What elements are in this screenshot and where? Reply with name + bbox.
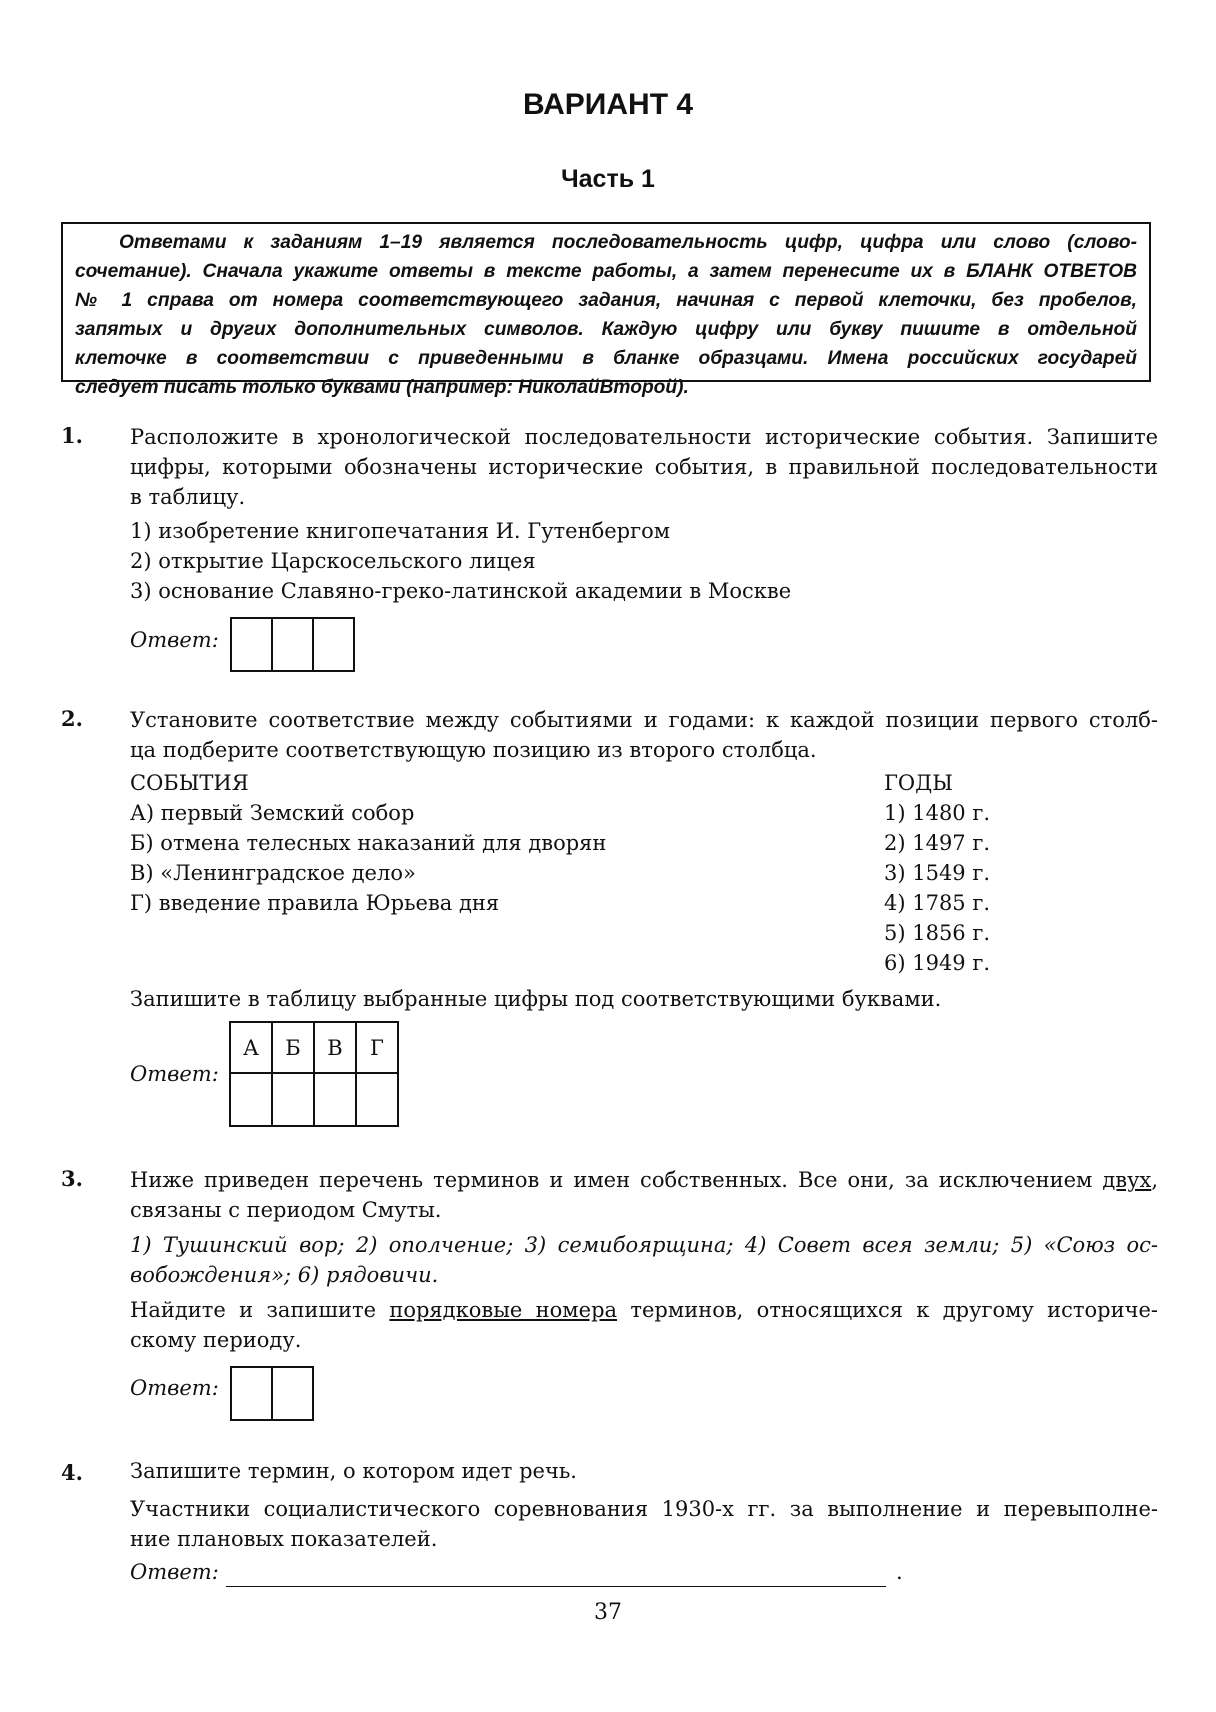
q3-text-part: , bbox=[1151, 1168, 1158, 1192]
year-item: 5) 1856 г. bbox=[884, 921, 991, 945]
answer-header-cell: В bbox=[314, 1022, 356, 1073]
year-item: 4) 1785 г. bbox=[884, 891, 991, 915]
q3-task-part: терминов, относящихся к другому историче- bbox=[617, 1298, 1159, 1322]
year-item: 1) 1480 г. bbox=[884, 801, 991, 825]
q4-answer-line[interactable] bbox=[226, 1562, 886, 1587]
event-item: Б) отмена телесных наказаний для дворян bbox=[130, 831, 607, 855]
answer-header-cell: А bbox=[230, 1022, 272, 1073]
q1-answer-cells[interactable] bbox=[232, 617, 355, 672]
q3-text-part: Ниже приведен перечень терминов и имен собственных. Все они, за исключением bbox=[130, 1168, 1103, 1192]
q3-answer-cells[interactable] bbox=[232, 1366, 314, 1421]
page-number: 37 bbox=[594, 1600, 622, 1625]
q2-text bbox=[130, 705, 1158, 765]
event-item: А) первый Земский собор bbox=[130, 801, 415, 825]
q4-description-line: ние плановых показателей. bbox=[130, 1527, 438, 1551]
q3-task-line: скому периоду. bbox=[130, 1328, 302, 1352]
q3-underlined-word: двух bbox=[1102, 1168, 1152, 1192]
year-item: 2) 1497 г. bbox=[884, 831, 991, 855]
events-header: СОБЫТИЯ bbox=[130, 771, 249, 795]
q2-answer-table bbox=[229, 1021, 399, 1127]
answer-cell[interactable] bbox=[271, 1366, 314, 1421]
q3-task-line bbox=[130, 1295, 1158, 1325]
answer-cell[interactable] bbox=[272, 1073, 314, 1126]
answer-cell[interactable] bbox=[312, 617, 355, 672]
instructions-box bbox=[61, 222, 1151, 398]
instructions-line: № 1 справа от номера соответствующего задания, начиная с первой клеточки, без пробелов, bbox=[75, 290, 1137, 311]
q2-text-line: Установите соответствие между событиями и годами: к каждой позиции первого столб- bbox=[130, 708, 1158, 732]
answer-cell[interactable] bbox=[230, 1366, 273, 1421]
variant-title: ВАРИАНТ 4 bbox=[522, 88, 694, 121]
q3-number: 3. bbox=[61, 1166, 83, 1191]
instructions-line: следует писать только буквами (например: НиколайВторой). bbox=[75, 377, 689, 398]
q3-term-line: вобождения»; 6) рядовичи. bbox=[130, 1263, 439, 1287]
q1-item: 1) изобретение книгопечатания И. Гутенбергом bbox=[130, 519, 671, 543]
q3-text bbox=[130, 1165, 1158, 1225]
q3-underlined-phrase: порядковые номера bbox=[389, 1298, 618, 1322]
years-header: ГОДЫ bbox=[884, 771, 953, 795]
answer-cell[interactable] bbox=[314, 1073, 356, 1126]
answer-cell[interactable] bbox=[271, 617, 314, 672]
q4-text: Запишите термин, о котором идет речь. bbox=[130, 1459, 577, 1483]
q4-number: 4. bbox=[61, 1460, 83, 1485]
year-item: 6) 1949 г. bbox=[884, 951, 991, 975]
event-item: В) «Ленинградское дело» bbox=[130, 861, 416, 885]
q1-text-line: цифры, которыми обозначены исторические события, в правильной последовательности bbox=[130, 455, 1158, 479]
q2-number: 2. bbox=[61, 706, 83, 731]
q2-text-line: ца подберите соответствующую позицию из второго столбца. bbox=[130, 738, 817, 762]
q3-text-line: связаны с периодом Смуты. bbox=[130, 1198, 442, 1222]
q4-description-line: Участники социалистического соревнования 1930-х гг. за выполнение и перевыполне- bbox=[130, 1497, 1158, 1521]
event-item: Г) введение правила Юрьева дня bbox=[130, 891, 500, 915]
q1-text-line: Расположите в хронологической последовательности исторические события. Запишите bbox=[130, 425, 1158, 449]
q3-term-list bbox=[130, 1230, 1158, 1290]
q3-text-line bbox=[130, 1165, 1158, 1195]
q4-answer-label: Ответ: bbox=[130, 1560, 219, 1584]
answer-cell[interactable] bbox=[230, 617, 273, 672]
instructions-line: запятых и других дополнительных символов. Каждую цифру или букву пишите в отдельной bbox=[75, 319, 1137, 340]
q4-period: . bbox=[896, 1560, 903, 1584]
instructions-line: клеточке в соответствии с приведенными в бланке образцами. Имена российских государей bbox=[75, 348, 1137, 369]
q1-text-line: в таблицу. bbox=[130, 485, 246, 509]
q3-term-line: 1) Тушинский вор; 2) ополчение; 3) семибоярщина; 4) Совет всея земли; 5) «Союз ос- bbox=[130, 1233, 1158, 1257]
q2-answer-label: Ответ: bbox=[130, 1062, 219, 1086]
q1-text bbox=[130, 422, 1158, 512]
q1-item: 3) основание Славяно-греко-латинской академии в Москве bbox=[130, 579, 792, 603]
answer-cell[interactable] bbox=[356, 1073, 398, 1126]
q4-description bbox=[130, 1494, 1158, 1554]
answer-cell[interactable] bbox=[230, 1073, 272, 1126]
answer-header-cell: Г bbox=[356, 1022, 398, 1073]
q1-item: 2) открытие Царскосельского лицея bbox=[130, 549, 536, 573]
instructions-line: сочетание). Сначала укажите ответы в тексте работы, а затем перенесите их в БЛАНК ОТВЕТОВ bbox=[75, 261, 1137, 282]
q3-answer-label: Ответ: bbox=[130, 1376, 219, 1400]
q3-task bbox=[130, 1295, 1158, 1355]
q1-answer-label: Ответ: bbox=[130, 628, 219, 652]
year-item: 3) 1549 г. bbox=[884, 861, 991, 885]
q3-task-part: Найдите и запишите bbox=[130, 1298, 390, 1322]
q1-number: 1. bbox=[61, 423, 83, 448]
part-title: Часть 1 bbox=[561, 165, 655, 193]
instructions-line: Ответами к заданиям 1–19 является последовательность цифр, цифра или слово (слово- bbox=[119, 232, 1137, 253]
answer-header-cell: Б bbox=[272, 1022, 314, 1073]
q2-table-instruction: Запишите в таблицу выбранные цифры под соответствующими буквами. bbox=[130, 987, 942, 1011]
